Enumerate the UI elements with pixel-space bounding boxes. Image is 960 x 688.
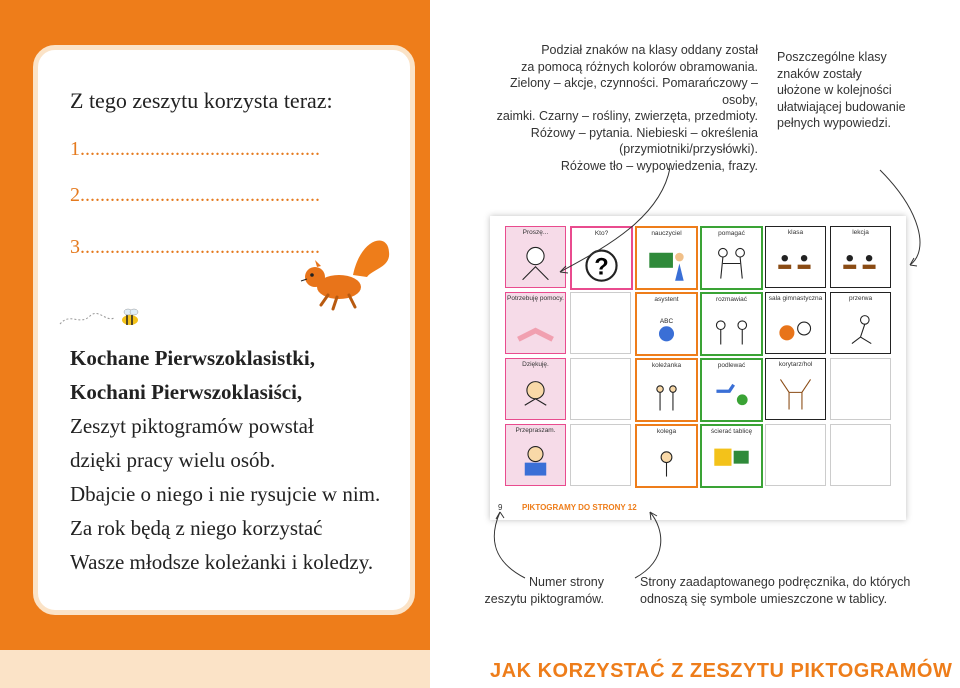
- greeting-line-6: Za rok będą z niego korzystać: [70, 516, 323, 540]
- caption-line: Numer strony: [528, 575, 604, 589]
- greeting-line-5: Dbajcie o niego i nie rysujcie w nim.: [70, 482, 381, 506]
- card-title: Z tego zeszytu korzysta teraz:: [70, 88, 333, 113]
- cell-label: lekcja: [852, 229, 869, 236]
- caption-line: znaków zostały: [777, 66, 862, 81]
- caption-line: Różowy – pytania. Niebieski – określenia: [530, 125, 758, 140]
- caption-line: Poszczególne klasy: [777, 50, 887, 64]
- user-line-1[interactable]: 1................................................: [70, 138, 320, 160]
- arrow-line: [560, 168, 670, 272]
- greeting-line-7: Wasze młodsze koleżanki i koledzy.: [70, 550, 374, 574]
- greeting-line-4: dzięki pracy wielu osób.: [70, 448, 276, 472]
- cell-label: przerwa: [848, 295, 873, 302]
- caption-line: za pomocą różnych kolorów obramowania.: [521, 59, 758, 74]
- cell-label: korytarz/hol: [778, 361, 813, 368]
- caption-line: ułatwiającej budowanie: [777, 99, 906, 114]
- cell-label: Potrzebuję pomocy.: [507, 295, 564, 302]
- cell-label: kolega: [656, 428, 677, 435]
- arrow-line: [494, 512, 525, 578]
- cell-label: pomagać: [718, 230, 745, 237]
- caption-line: odnoszą się symbole umieszczone w tablicy.: [640, 591, 888, 606]
- caption-pages: [640, 574, 915, 607]
- cell-label: klasa: [787, 229, 804, 236]
- arrow-line: [635, 512, 661, 578]
- user-line-2[interactable]: 2................................................: [70, 184, 320, 206]
- arrow-line: [880, 170, 920, 265]
- page-footer-title: JAK KORZYSTAĆ Z ZESZYTU PIKTOGRAMÓW: [490, 660, 953, 682]
- caption-line: (przymiotniki/przysłówki).: [619, 142, 758, 156]
- cell-label: asystent: [654, 296, 679, 303]
- greeting-line-3: Zeszyt piktogramów powstał: [70, 414, 314, 438]
- caption-line: Podział znaków na klasy oddany został: [541, 43, 758, 57]
- svg-text:?: ?: [594, 254, 609, 281]
- cell-label: podlewać: [717, 362, 746, 369]
- svg-text:ABC: ABC: [659, 318, 674, 326]
- caption-line: Zielony – akcje, czynności. Pomarańczowy – osoby,: [509, 76, 758, 107]
- greeting-line-2: Kochani Pierwszoklasiści,: [70, 380, 303, 404]
- cell-label: Kto?: [594, 230, 609, 237]
- caption-line: Różowe tło – wypowiedzenia, frazy.: [560, 158, 758, 173]
- cell-label: Przepraszam.: [515, 427, 556, 434]
- cell-label: Dziękuję.: [522, 361, 549, 368]
- cell-label: rozmawiać: [715, 296, 748, 303]
- cell-label: koleżanka: [651, 362, 682, 369]
- page-reference: PIKTOGRAMY DO STRONY 12: [522, 503, 637, 512]
- cell-label: ścierać tablicę: [710, 428, 753, 435]
- caption-page-number: [480, 574, 604, 607]
- caption-line: zaimki. Czarny – rośliny, zwierzęta, przedmioty.: [496, 109, 758, 123]
- page-number: 9: [498, 503, 503, 512]
- caption-line: Strony zaadaptowanego podręcznika, do których: [640, 575, 911, 589]
- user-line-3[interactable]: 3................................................: [70, 236, 320, 258]
- caption-line: ułożone w kolejności: [777, 83, 892, 97]
- cell-label: nauczyciel: [651, 230, 682, 237]
- caption-line: zeszytu piktogramów.: [484, 591, 604, 606]
- cell-label: sala gimnastyczna: [768, 295, 823, 302]
- cell-label: Proszę...: [522, 229, 549, 236]
- greeting-line-1: Kochane Pierwszoklasistki,: [70, 346, 315, 370]
- caption-line: pełnych wypowiedzi.: [777, 116, 891, 130]
